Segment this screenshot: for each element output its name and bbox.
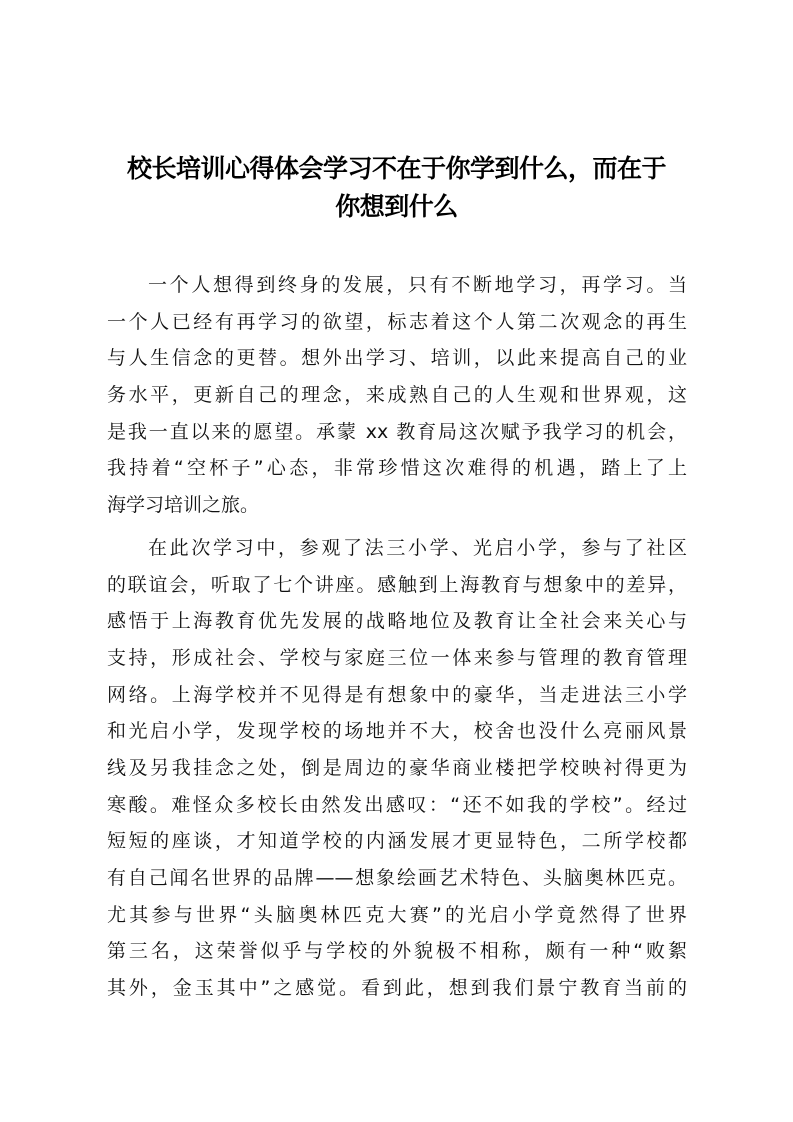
text-line: 我持着“空杯子”心态，非常珍惜这次难得的机遇，踏上了上 <box>107 457 687 480</box>
text-line: 有自己闻名世界的品牌——想象绘画艺术特色、头脑奥林匹克。 <box>107 867 687 889</box>
text-line: 第三名，这荣誉似乎与学校的外貌极不相称，颇有一种“败絮 <box>107 940 687 963</box>
document-title <box>100 150 693 226</box>
text-line: 其外，金玉其中”之感觉。看到此，想到我们景宁教育当前的 <box>107 977 687 1000</box>
text-line: 尤其参与世界“头脑奥林匹克大赛”的光启小学竟然得了世界 <box>107 903 687 926</box>
text-line: 和光启小学，发现学校的场地并不大，校舍也没什么亮丽风景 <box>107 720 687 743</box>
text-line: 务水平，更新自己的理念，来成熟自己的人生观和世界观，这 <box>107 384 687 407</box>
text-line: 是我一直以来的愿望。承蒙 xx 教育局这次赋予我学习的机会， <box>107 420 687 443</box>
text-line: 支持，形成社会、学校与家庭三位一体来参与管理的教育管理 <box>107 646 687 669</box>
text-line: 网络。上海学校并不见得是有想象中的豪华，当走进法三小学 <box>107 683 687 706</box>
text-line: 一个人已经有再学习的欲望，标志着这个人第二次观念的再生 <box>107 310 687 333</box>
document-body <box>107 267 687 1007</box>
text-line: 感悟于上海教育优先发展的战略地位及教育让全社会来关心与 <box>107 610 687 633</box>
text-line: 寒酸。难怪众多校长由然发出感叹：“还不如我的学校”。经过 <box>107 793 687 816</box>
text-line: 海学习培训之旅。 <box>107 494 260 517</box>
text-line: 短短的座谈，才知道学校的内涵发展才更显特色，二所学校都 <box>107 830 687 853</box>
text-line: 在此次学习中，参观了法三小学、光启小学，参与了社区 <box>148 536 687 559</box>
text-line: 的联谊会，听取了七个讲座。感触到上海教育与想象中的差异， <box>107 573 687 596</box>
paragraph-1 <box>107 267 687 524</box>
text-line: 一个人想得到终身的发展，只有不断地学习，再学习。当 <box>148 274 687 296</box>
text-line: 与人生信念的更替。想外出学习、培训，以此来提高自己的业 <box>107 347 687 370</box>
title-line-1: 校长培训心得体会学习不在于你学到什么，而在于 <box>126 154 666 183</box>
text-line: 线及另我挂念之处，倒是周边的豪华商业楼把学校映衬得更为 <box>107 756 687 779</box>
title-line-2: 你想到什么 <box>335 192 458 221</box>
paragraph-2 <box>107 530 687 1007</box>
